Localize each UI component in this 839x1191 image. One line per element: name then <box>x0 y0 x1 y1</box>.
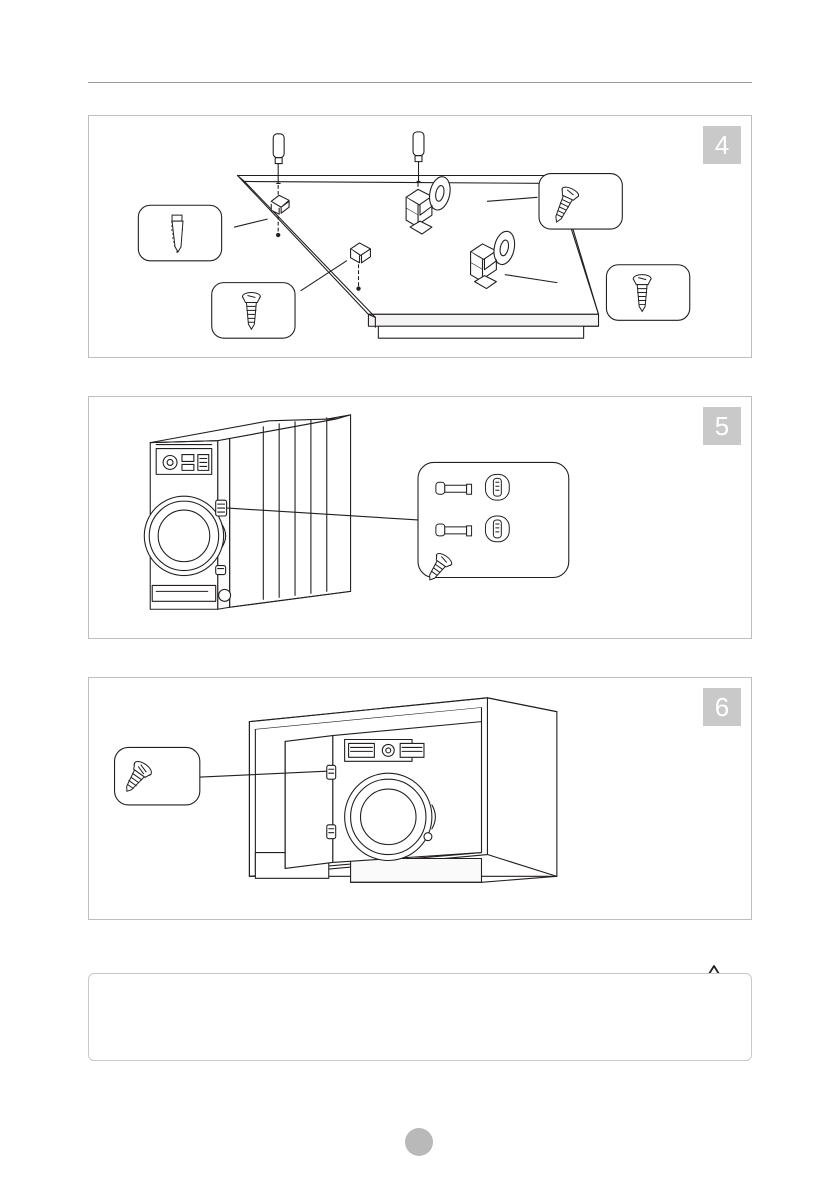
figure-panel-step-6 <box>88 677 752 920</box>
callout-bracket-and-screw <box>418 462 569 584</box>
illustration-washing-machine-in-cabinet-with-door <box>89 678 751 919</box>
callout-screw-left-upper <box>138 205 221 261</box>
header-rule <box>88 82 752 83</box>
callout-screw-right-upper <box>539 174 622 230</box>
illustration-washing-machine-side-bracket <box>89 397 751 638</box>
callout-screw-right-lower <box>606 265 689 321</box>
step-badge-4: 4 <box>703 126 741 164</box>
figure-panel-step-4 <box>88 115 752 358</box>
callout-door-screw <box>115 747 200 805</box>
page-number-badge <box>405 1128 433 1156</box>
note-box <box>88 973 752 1061</box>
figure-panel-step-5 <box>88 396 752 639</box>
step-badge-6: 6 <box>703 688 741 726</box>
callout-screw-left-lower <box>212 283 295 339</box>
step-badge-5: 5 <box>703 407 741 445</box>
illustration-worktop-with-screw-fixings <box>89 116 751 357</box>
